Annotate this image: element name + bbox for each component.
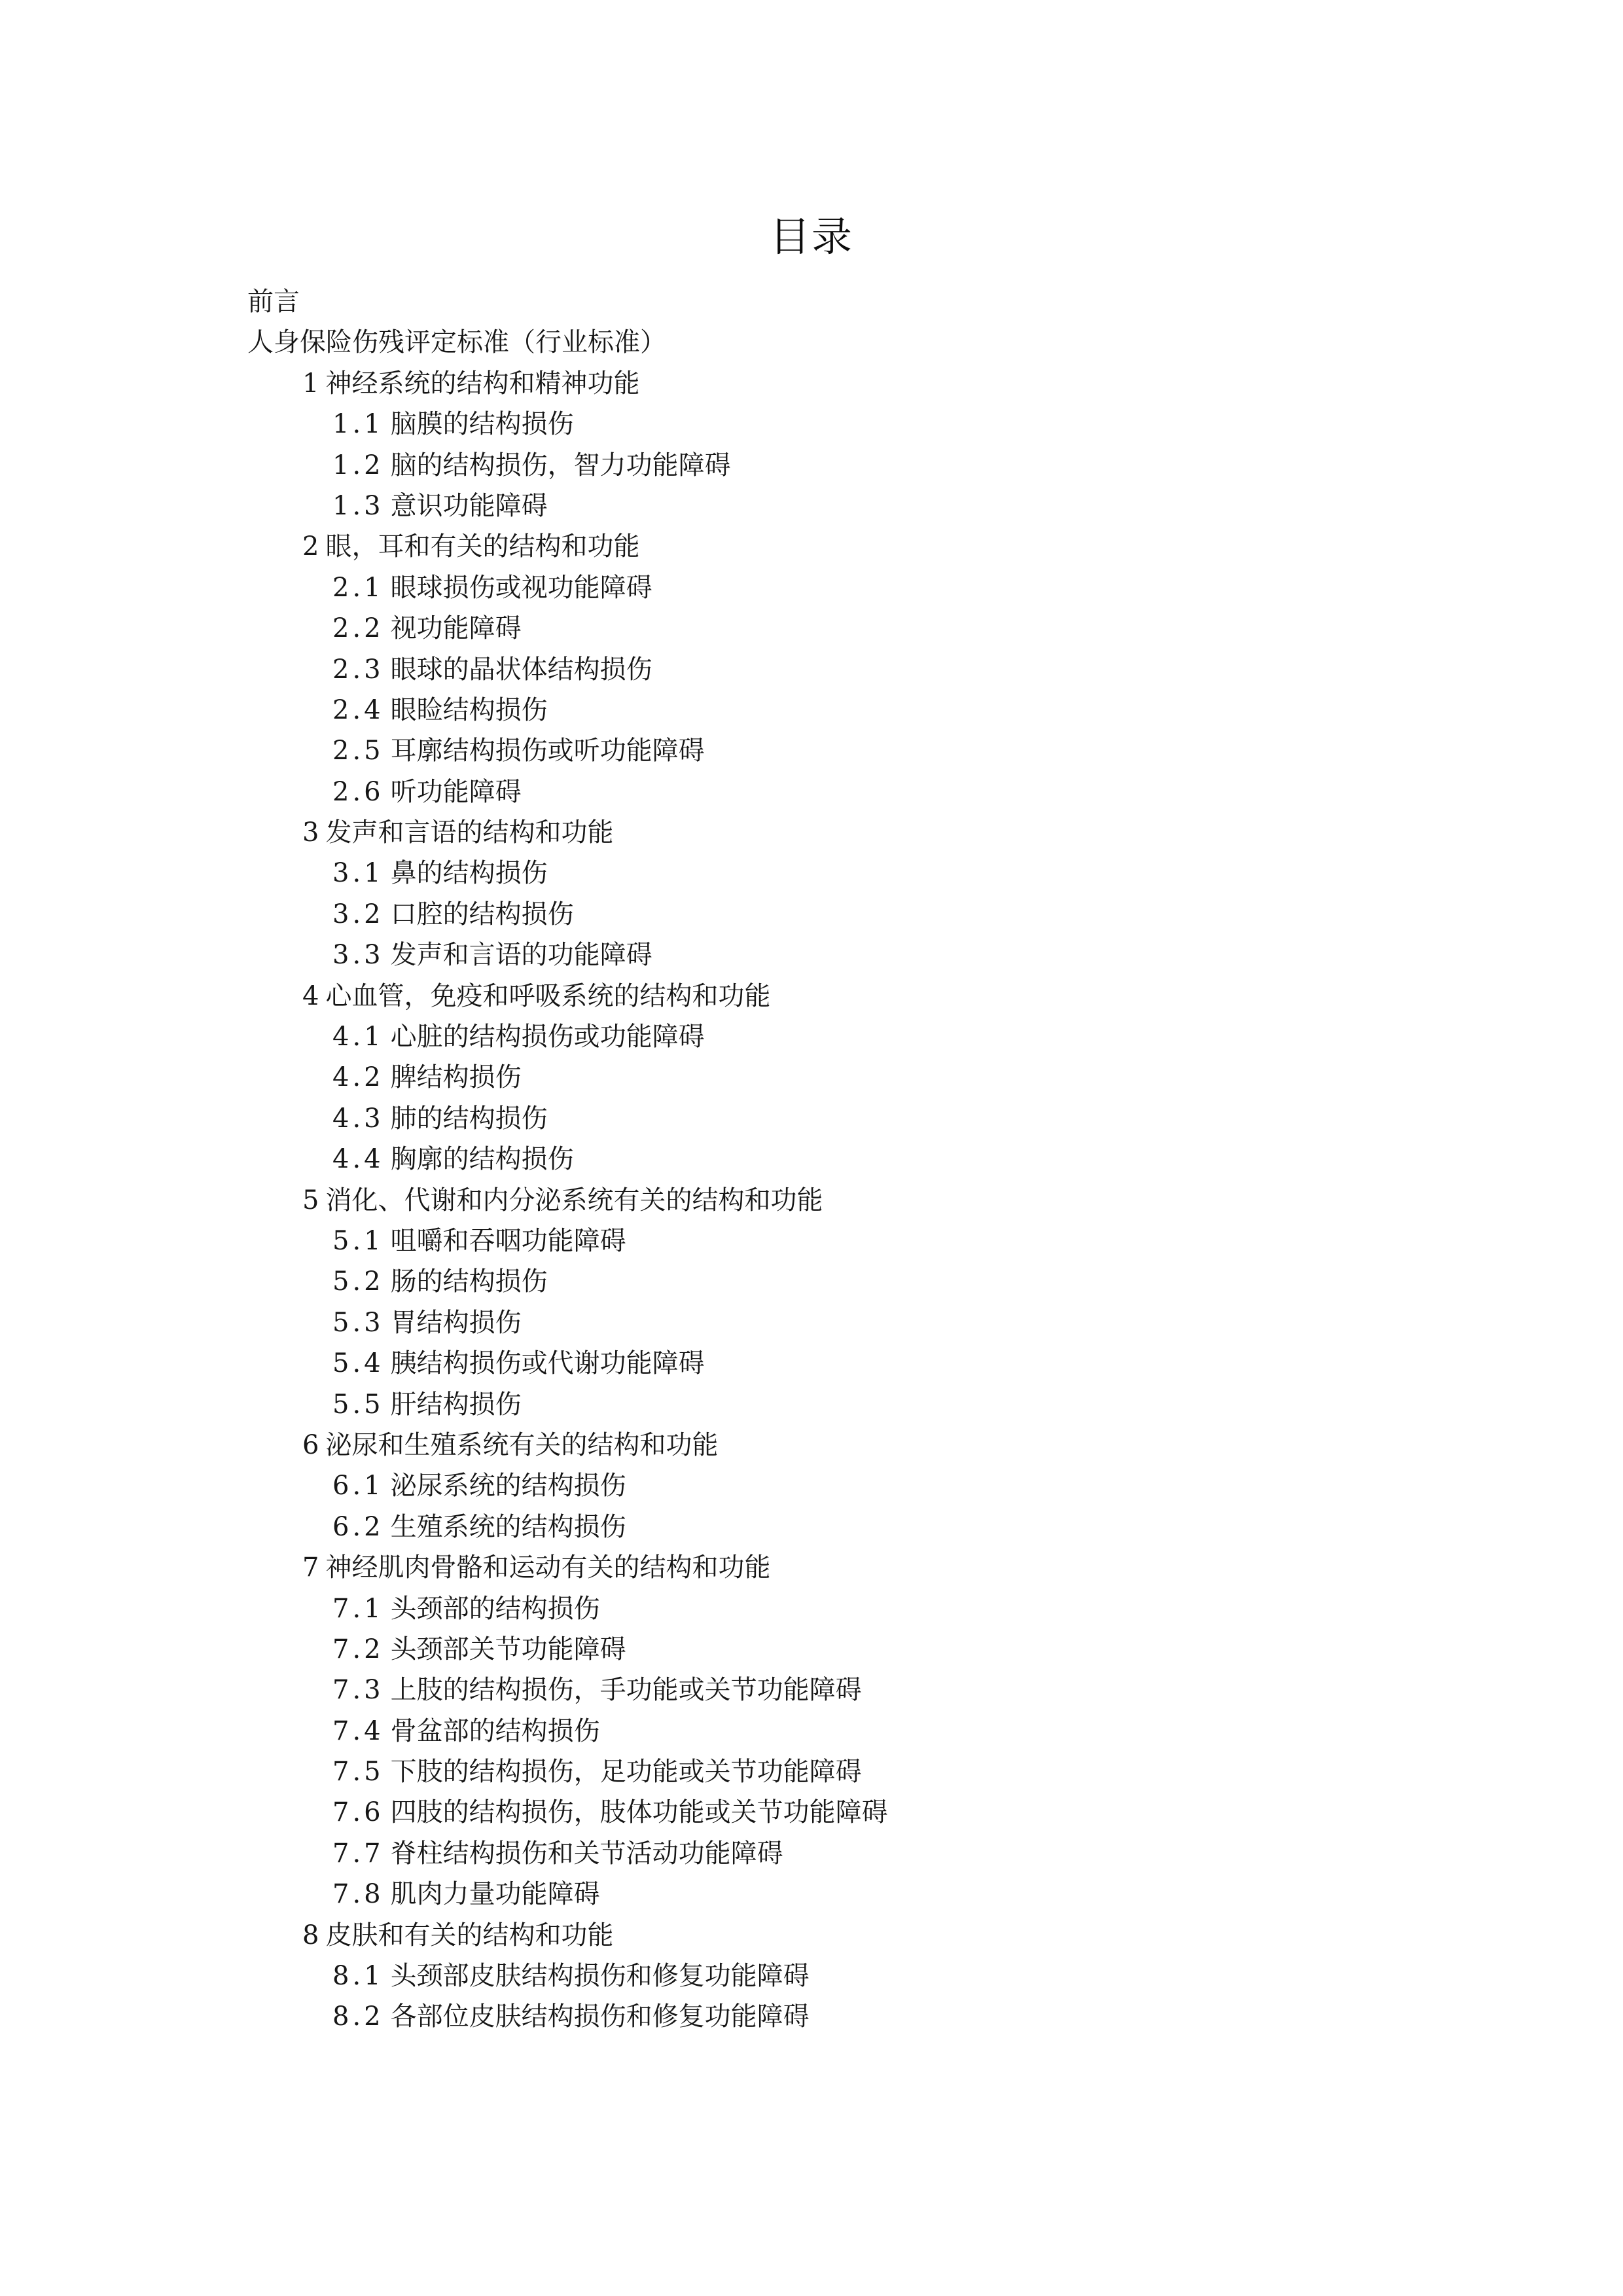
toc-entry-number: 6.1 bbox=[332, 1471, 384, 1501]
toc-entry-text: 肝结构损伤 bbox=[390, 1389, 522, 1420]
toc-section-entry[interactable] bbox=[0, 404, 1623, 444]
toc-section-entry[interactable] bbox=[0, 1261, 1623, 1302]
toc-title: 目录 bbox=[769, 213, 853, 260]
toc-entry-number: 3.2 bbox=[332, 899, 384, 929]
toc-section-entry[interactable] bbox=[0, 1629, 1623, 1670]
toc-entry-number: 5.2 bbox=[332, 1266, 384, 1297]
toc-entry-text: 胰结构损伤或代谢功能障碍 bbox=[390, 1348, 705, 1379]
toc-entry-number: 1.3 bbox=[332, 490, 384, 521]
toc-entry-number: 2.3 bbox=[332, 654, 384, 685]
toc-section-entry[interactable] bbox=[0, 935, 1623, 975]
toc-section-entry[interactable] bbox=[0, 1711, 1623, 1751]
toc-entry-number: 3 bbox=[302, 817, 319, 848]
toc-entry-text: 脑的结构损伤，智力功能障碍 bbox=[390, 450, 731, 480]
toc-section-entry[interactable] bbox=[0, 445, 1623, 486]
toc-entry-text: 眼球的晶状体结构损伤 bbox=[390, 654, 652, 685]
toc-section-entry[interactable] bbox=[0, 894, 1623, 935]
toc-entry-number: 7.8 bbox=[332, 1879, 384, 1910]
toc-entry-number: 4.3 bbox=[332, 1103, 384, 1134]
toc-entry-text: 各部位皮肤结构损伤和修复功能障碍 bbox=[390, 2001, 810, 2032]
toc-entry-text: 神经肌肉骨骼和运动有关的结构和功能 bbox=[325, 1552, 771, 1583]
toc-entry-number: 8.1 bbox=[332, 1961, 384, 1992]
toc-entry-number: 4.1 bbox=[332, 1022, 384, 1052]
toc-chapter-entry[interactable] bbox=[0, 976, 1623, 1016]
toc-entry-text: 肌肉力量功能障碍 bbox=[390, 1879, 600, 1910]
toc-section-entry[interactable] bbox=[0, 1792, 1623, 1833]
toc-entry-number: 3.3 bbox=[332, 940, 384, 971]
toc-entry-number: 5.3 bbox=[332, 1307, 384, 1338]
toc-entry-text: 眼睑结构损伤 bbox=[390, 694, 548, 725]
toc-entry-number: 2.5 bbox=[332, 736, 384, 766]
toc-entry-text: 肠的结构损伤 bbox=[390, 1266, 548, 1297]
toc-section-entry[interactable] bbox=[0, 486, 1623, 526]
toc-section-entry[interactable] bbox=[0, 567, 1623, 608]
toc-entry-text: 生殖系统的结构损伤 bbox=[390, 1511, 626, 1542]
toc-section-entry[interactable] bbox=[0, 730, 1623, 771]
toc-section-entry[interactable] bbox=[0, 1956, 1623, 1996]
toc-entry-number: 7 bbox=[302, 1552, 319, 1583]
toc-entry-text: 头颈部皮肤结构损伤和修复功能障碍 bbox=[390, 1961, 810, 1992]
toc-section-entry[interactable] bbox=[0, 649, 1623, 690]
toc-entry-text: 心脏的结构损伤或功能障碍 bbox=[390, 1022, 705, 1052]
toc-entry-text: 耳廓结构损伤或听功能障碍 bbox=[390, 736, 705, 766]
toc-entry-number: 7.6 bbox=[332, 1797, 384, 1828]
toc-entry-text: 听功能障碍 bbox=[390, 776, 522, 807]
toc-section-entry[interactable] bbox=[0, 1833, 1623, 1874]
toc-entry-text: 头颈部的结构损伤 bbox=[390, 1593, 600, 1624]
toc-entry-text: 视功能障碍 bbox=[390, 613, 522, 644]
toc-entry-number: 4.4 bbox=[332, 1144, 384, 1175]
toc-section-entry[interactable] bbox=[0, 1343, 1623, 1384]
toc-entry-number: 3.1 bbox=[332, 858, 384, 889]
toc-heading-entry[interactable] bbox=[0, 281, 1623, 322]
toc-section-entry[interactable] bbox=[0, 608, 1623, 649]
toc-entry-number: 5.1 bbox=[332, 1225, 384, 1256]
toc-entry-text: 脾结构损伤 bbox=[390, 1062, 522, 1093]
toc-entry-text: 脊柱结构损伤和关节活动功能障碍 bbox=[390, 1838, 783, 1869]
toc-entry-number: 7.1 bbox=[332, 1593, 384, 1624]
toc-entry-number: 1 bbox=[302, 368, 319, 399]
toc-section-entry[interactable] bbox=[0, 1384, 1623, 1425]
toc-entry-text: 泌尿和生殖系统有关的结构和功能 bbox=[325, 1429, 719, 1460]
toc-entry-text: 眼球损伤或视功能障碍 bbox=[390, 572, 652, 603]
toc-entry-text: 人身保险伤残评定标准（行业标准） bbox=[247, 327, 666, 358]
toc-chapter-entry[interactable] bbox=[0, 526, 1623, 567]
toc-entry-text: 意识功能障碍 bbox=[390, 490, 548, 521]
toc-entry-number: 7.2 bbox=[332, 1634, 384, 1664]
toc-entry-number: 8.2 bbox=[332, 2001, 384, 2032]
toc-entry-number: 7.7 bbox=[332, 1838, 384, 1869]
toc-entry-text: 消化、代谢和内分泌系统有关的结构和功能 bbox=[325, 1185, 823, 1215]
toc-chapter-entry[interactable] bbox=[0, 812, 1623, 853]
toc-chapter-entry[interactable] bbox=[0, 1547, 1623, 1588]
toc-section-entry[interactable] bbox=[0, 1098, 1623, 1139]
toc-entry-number: 2 bbox=[302, 531, 319, 562]
toc-entry-text: 皮肤和有关的结构和功能 bbox=[325, 1920, 614, 1950]
toc-entry-text: 发声和言语的功能障碍 bbox=[390, 940, 652, 971]
toc-entry-number: 2.2 bbox=[332, 613, 384, 644]
toc-entry-text: 眼，耳和有关的结构和功能 bbox=[325, 531, 640, 562]
toc-entry-number: 2.1 bbox=[332, 572, 384, 603]
toc-entry-number: 7.4 bbox=[332, 1715, 384, 1746]
toc-section-entry[interactable] bbox=[0, 690, 1623, 730]
toc-entry-text: 头颈部关节功能障碍 bbox=[390, 1634, 626, 1664]
toc-section-entry[interactable] bbox=[0, 853, 1623, 893]
toc-entry-number: 5.4 bbox=[332, 1348, 384, 1379]
toc-entry-number: 4 bbox=[302, 980, 319, 1011]
toc-section-entry[interactable] bbox=[0, 772, 1623, 812]
toc-section-entry[interactable] bbox=[0, 1874, 1623, 1914]
toc-chapter-entry[interactable] bbox=[0, 1180, 1623, 1221]
toc-entry-text: 鼻的结构损伤 bbox=[390, 858, 548, 889]
toc-entry-number: 6.2 bbox=[332, 1511, 384, 1542]
toc-chapter-entry[interactable] bbox=[0, 1425, 1623, 1465]
toc-entry-number: 2.6 bbox=[332, 776, 384, 807]
toc-entry-text: 胸廓的结构损伤 bbox=[390, 1144, 574, 1175]
toc-entry-text: 四肢的结构损伤，肢体功能或关节功能障碍 bbox=[390, 1797, 888, 1828]
toc-entry-number: 8 bbox=[302, 1920, 319, 1950]
toc-entry-number: 7.3 bbox=[332, 1675, 384, 1706]
toc-section-entry[interactable] bbox=[0, 1588, 1623, 1629]
toc-section-entry[interactable] bbox=[0, 1016, 1623, 1057]
toc-entry-text: 上肢的结构损伤，手功能或关节功能障碍 bbox=[390, 1675, 862, 1706]
toc-section-entry[interactable] bbox=[0, 1221, 1623, 1261]
toc-entry-text: 骨盆部的结构损伤 bbox=[390, 1715, 600, 1746]
toc-list bbox=[0, 281, 1623, 2037]
toc-entry-number: 1.1 bbox=[332, 409, 384, 440]
toc-entry-number: 2.4 bbox=[332, 694, 384, 725]
toc-section-entry[interactable] bbox=[0, 1465, 1623, 1506]
toc-section-entry[interactable] bbox=[0, 1670, 1623, 1710]
toc-section-entry[interactable] bbox=[0, 1751, 1623, 1792]
toc-entry-text: 脑膜的结构损伤 bbox=[390, 409, 574, 440]
toc-entry-text: 前言 bbox=[247, 287, 300, 317]
toc-entry-number: 5.5 bbox=[332, 1389, 384, 1420]
toc-chapter-entry[interactable] bbox=[0, 1915, 1623, 1956]
toc-entry-number: 7.5 bbox=[332, 1757, 384, 1787]
toc-entry-number: 5 bbox=[302, 1185, 319, 1215]
toc-entry-text: 下肢的结构损伤，足功能或关节功能障碍 bbox=[390, 1757, 862, 1787]
toc-entry-text: 口腔的结构损伤 bbox=[390, 899, 574, 929]
toc-section-entry[interactable] bbox=[0, 1996, 1623, 2037]
toc-section-entry[interactable] bbox=[0, 1302, 1623, 1343]
toc-entry-text: 胃结构损伤 bbox=[390, 1307, 522, 1338]
toc-section-entry[interactable] bbox=[0, 1139, 1623, 1179]
toc-entry-text: 肺的结构损伤 bbox=[390, 1103, 548, 1134]
toc-entry-text: 心血管，免疫和呼吸系统的结构和功能 bbox=[325, 980, 771, 1011]
toc-entry-text: 咀嚼和吞咽功能障碍 bbox=[390, 1225, 626, 1256]
toc-section-entry[interactable] bbox=[0, 1507, 1623, 1547]
toc-entry-text: 发声和言语的结构和功能 bbox=[325, 817, 614, 848]
toc-chapter-entry[interactable] bbox=[0, 363, 1623, 404]
toc-entry-number: 4.2 bbox=[332, 1062, 384, 1093]
toc-entry-number: 1.2 bbox=[332, 450, 384, 480]
toc-heading-entry[interactable] bbox=[0, 322, 1623, 363]
toc-entry-text: 泌尿系统的结构损伤 bbox=[390, 1471, 626, 1501]
toc-entry-number: 6 bbox=[302, 1429, 319, 1460]
toc-entry-text: 神经系统的结构和精神功能 bbox=[325, 368, 640, 399]
toc-section-entry[interactable] bbox=[0, 1057, 1623, 1098]
